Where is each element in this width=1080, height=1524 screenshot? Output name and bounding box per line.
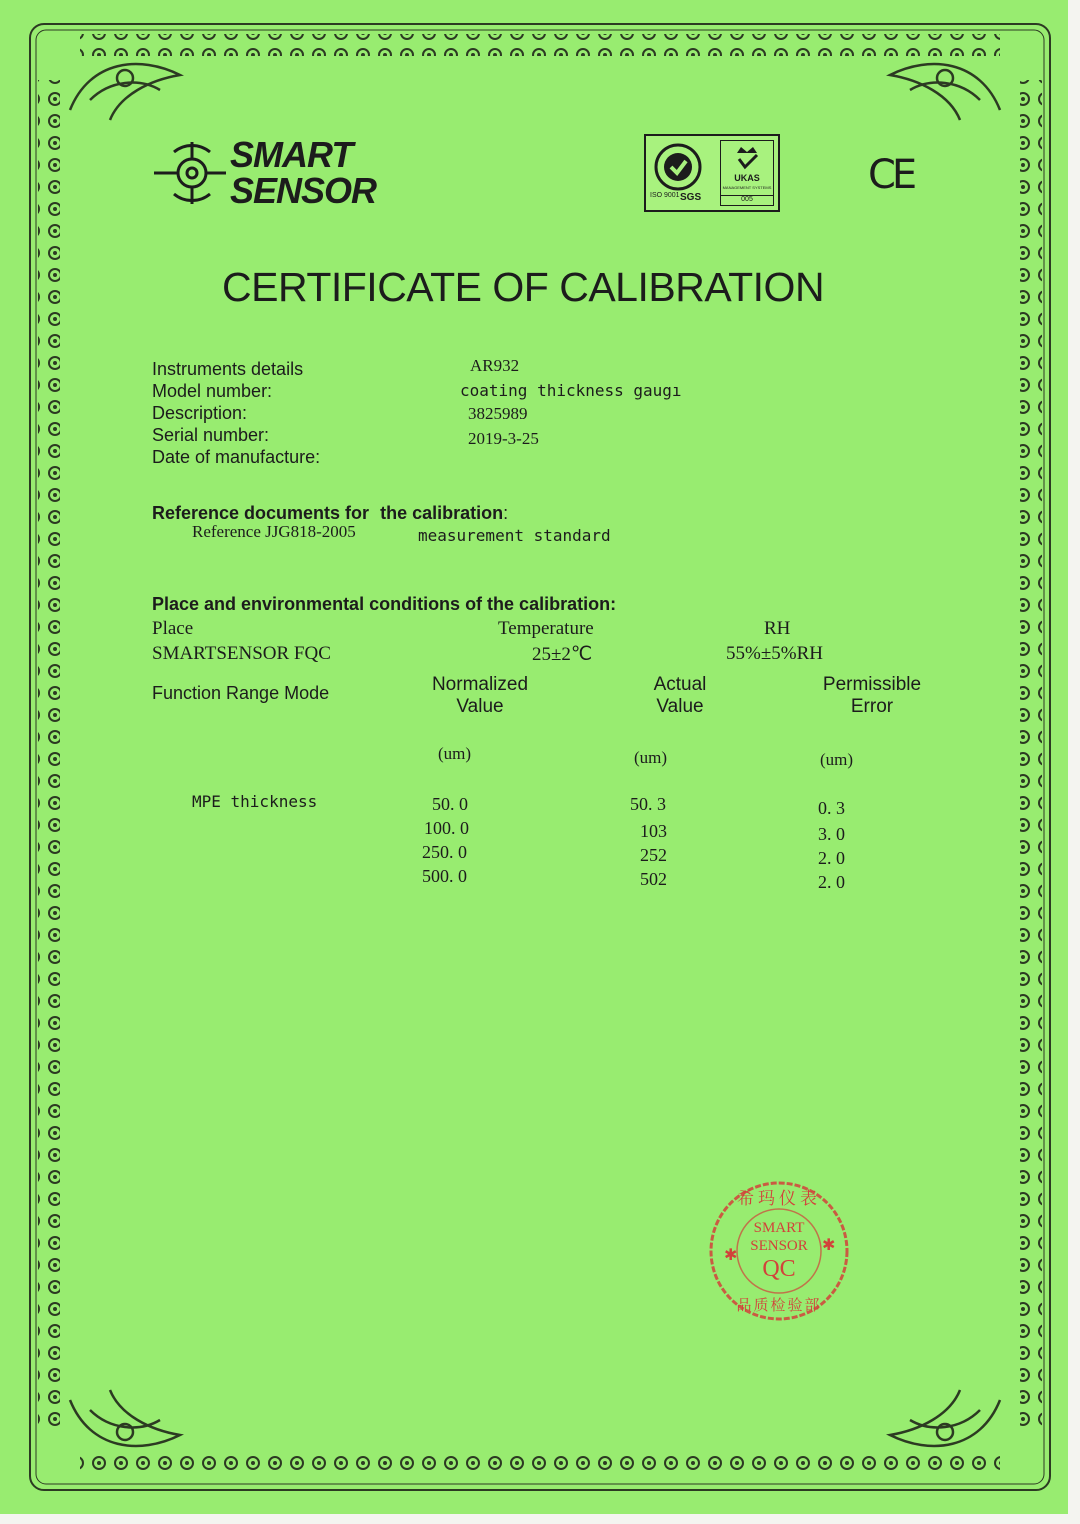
table-row (400, 818, 860, 842)
date-of-manufacture-value: 2019-3-25 (468, 429, 539, 448)
qc-stamp (704, 1176, 854, 1326)
stamp-line-3: QC (762, 1256, 796, 1282)
normalized-value-header (400, 674, 560, 718)
actual-header-line2: Value (656, 696, 704, 717)
error-value: 3. 0 (818, 824, 845, 844)
description-label: Description: (152, 403, 248, 423)
error-value: 2. 0 (818, 848, 845, 868)
reference-standard: Reference JJG818-2005 (192, 522, 356, 541)
actual-value: 103 (640, 821, 667, 841)
permissible-header-line2: Error (850, 696, 894, 717)
ce-mark: CE (868, 152, 914, 198)
temperature-value: 25±2℃ (532, 644, 593, 665)
permissible-header-line1: Permissible (822, 674, 922, 695)
temperature-header: Temperature (498, 618, 594, 639)
place-header: Place (152, 618, 194, 639)
normalized-header-line2: Value (456, 696, 504, 717)
page-title: CERTIFICATE OF CALIBRATION (222, 264, 825, 310)
reference-heading (152, 502, 508, 524)
normalized-value: 500. 0 (422, 866, 467, 886)
error-value: 0. 3 (818, 798, 845, 818)
stamp-line-2: SENSOR (750, 1238, 808, 1254)
rh-value: 55%±5%RH (726, 643, 823, 664)
description-value: coating thickness gaugı (460, 381, 682, 400)
svg-text:✱: ✱ (822, 1235, 836, 1254)
reference-measurement: measurement standard (418, 526, 611, 545)
place-value: SMARTSENSOR FQC (152, 643, 331, 664)
logo-line-1: SMART (230, 134, 353, 175)
environment-heading: Place and environmental conditions of the calibration: (152, 594, 617, 614)
actual-header-line1: Actual (653, 674, 707, 695)
normalized-header-line1: Normalized (431, 674, 529, 695)
logo-line-2: SENSOR (230, 170, 377, 211)
normalized-value: 50. 0 (432, 794, 468, 814)
stamp-cn-bottom: 品质检验部 (736, 1296, 822, 1314)
table-row (400, 866, 860, 890)
crosshair-logo-icon (150, 138, 228, 208)
error-value: 2. 0 (818, 872, 845, 892)
actual-value: 252 (640, 845, 667, 865)
serial-number-label: Serial number: (152, 425, 270, 445)
rh-header: RH (764, 618, 791, 639)
table-row (400, 794, 860, 818)
sgs-iso-badge (650, 140, 710, 204)
normalized-value: 250. 0 (422, 842, 467, 862)
sgs-label: SGS (680, 192, 702, 203)
iso-check-icon (652, 142, 704, 192)
table-row (400, 842, 860, 866)
stamp-cn-top: 希玛仪表 (737, 1189, 821, 1209)
actual-value-header (600, 674, 760, 718)
iso-label: ISO 9001 (650, 192, 680, 199)
model-number-value: AR932 (470, 356, 520, 375)
ukas-label: UKAS (734, 173, 760, 183)
reference-heading-colon: : (503, 503, 509, 523)
normalized-unit: (um) (438, 744, 472, 763)
function-range-mode-header: Function Range Mode (152, 683, 330, 703)
reference-heading-b: the calibration (380, 503, 504, 523)
certification-badges (644, 134, 780, 212)
date-of-manufacture-label: Date of manufacture: (152, 447, 321, 467)
stamp-line-1: SMART (753, 1220, 805, 1236)
ukas-number: 005 (721, 195, 773, 203)
actual-value: 50. 3 (630, 794, 666, 814)
serial-number-value: 3825989 (468, 404, 528, 423)
ukas-badge (720, 140, 774, 206)
smart-sensor-logo (150, 134, 377, 214)
instruments-heading: Instruments details (152, 359, 304, 379)
mpe-thickness-mode: MPE thickness (192, 792, 318, 811)
normalized-value: 100. 0 (424, 818, 469, 838)
svg-text:✱: ✱ (724, 1245, 738, 1264)
model-number-label: Model number: (152, 381, 273, 401)
reference-heading-a: Reference documents for (152, 503, 370, 523)
actual-value: 502 (640, 869, 667, 889)
actual-unit: (um) (634, 748, 668, 767)
crown-check-icon (733, 143, 761, 171)
permissible-error-header (792, 674, 952, 718)
ukas-sub-label: MANAGEMENT SYSTEMS (722, 185, 772, 190)
error-unit: (um) (820, 750, 854, 769)
